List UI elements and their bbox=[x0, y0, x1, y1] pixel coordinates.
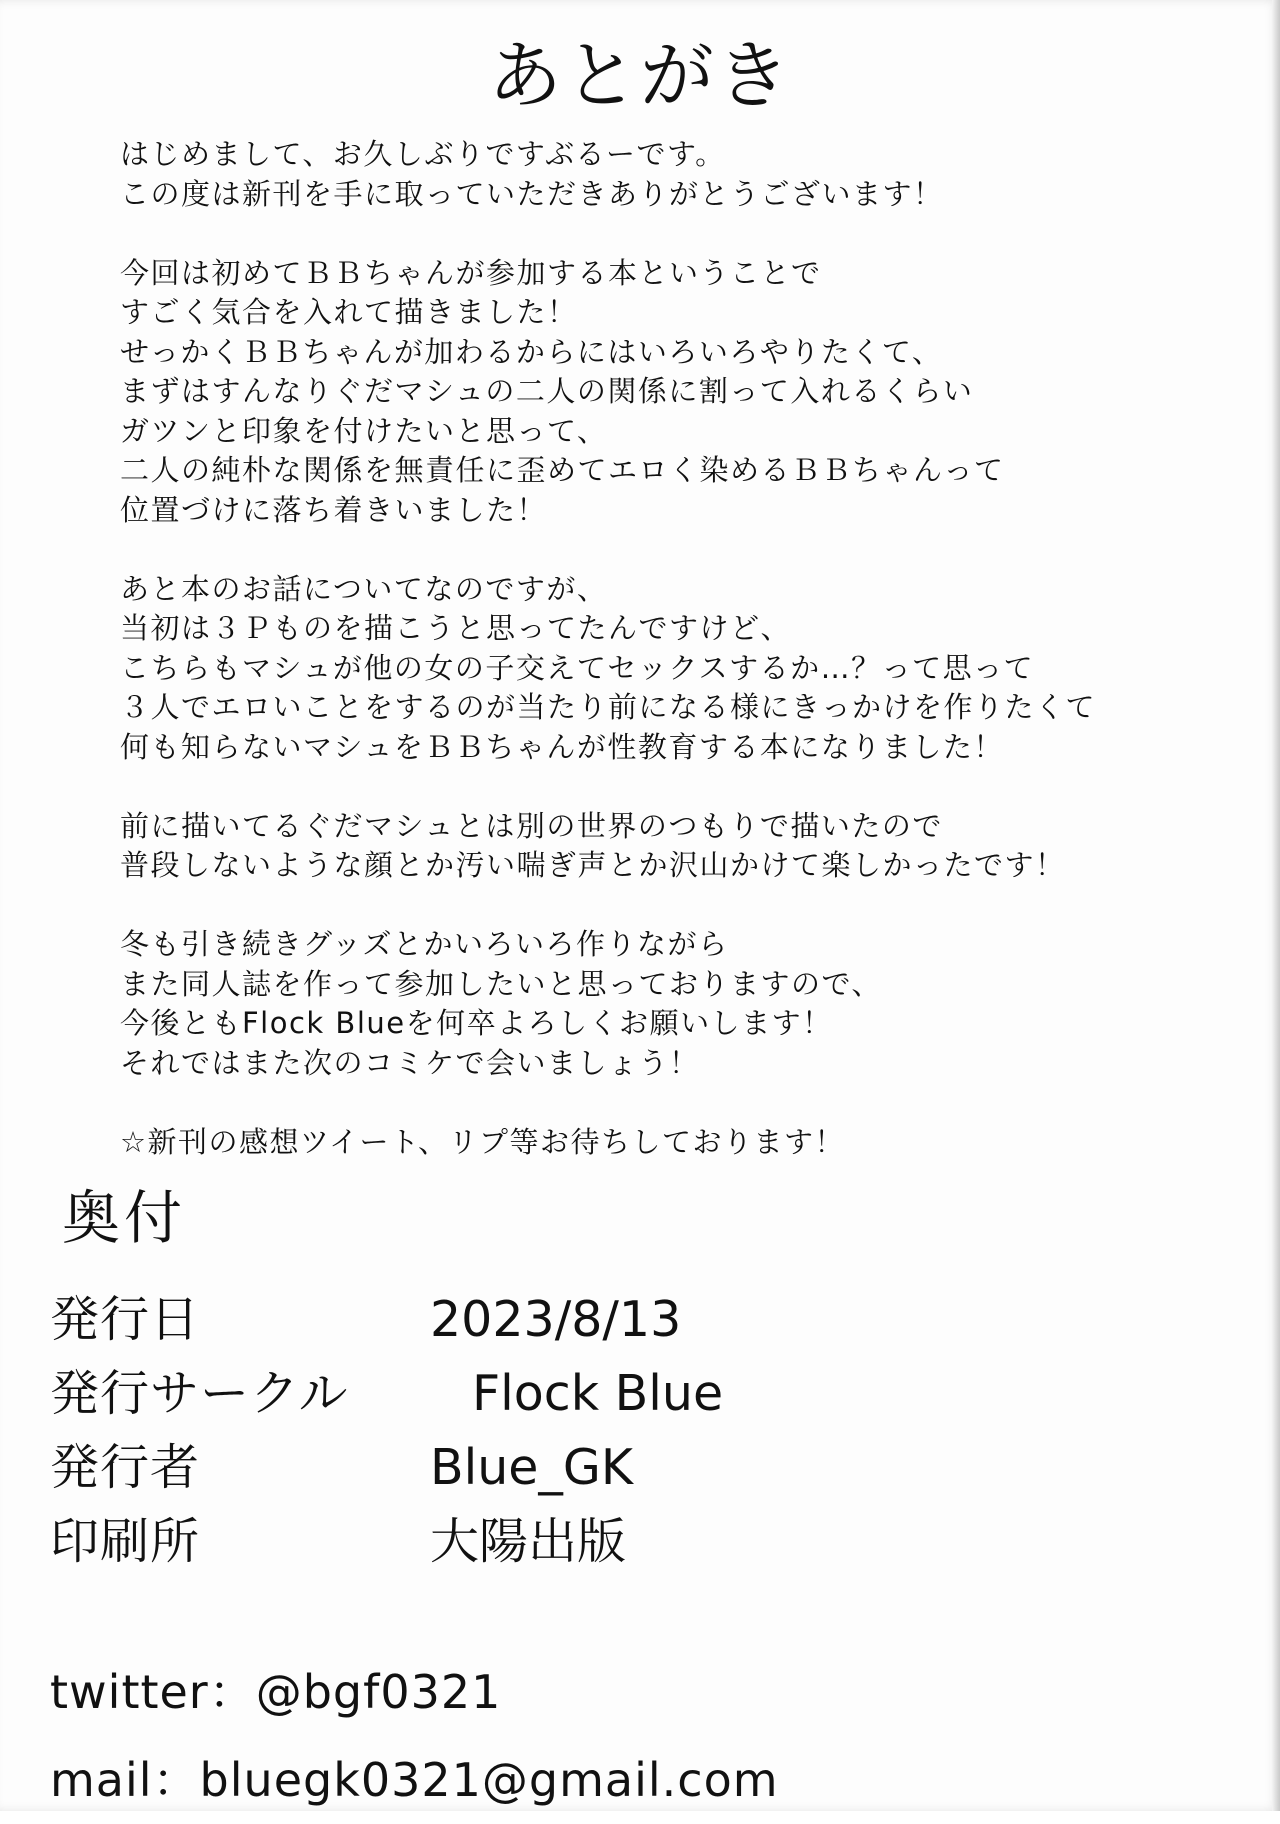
text-line: すごく気合を入れて描きました！ bbox=[120, 295, 578, 329]
colophon-heading: 奥付 bbox=[62, 1184, 187, 1252]
text-line: こちらもマシュが他の女の子交えてセックスするか…？って思って bbox=[120, 650, 1035, 685]
text-line: 二人の純朴な関係を無責任に歪めてエロく染めるＢＢちゃんって bbox=[120, 453, 1005, 487]
colophon-row-publisher bbox=[50, 1431, 1050, 1505]
afterword-body bbox=[120, 135, 1200, 1202]
text-line: 普段しないような顔とか汚い喘ぎ声とか沢山かけて楽しかったです！ bbox=[120, 848, 1066, 882]
colophon-value: 2023/8/13 bbox=[430, 1291, 682, 1348]
text-line: あと本のお話についてなのですが、 bbox=[120, 571, 608, 606]
afterword-paragraph bbox=[120, 570, 1200, 768]
text-line: 今回は初めてＢＢちゃんが参加する本ということで bbox=[120, 255, 822, 290]
text-line: また同人誌を作って参加したいと思っておりますので、 bbox=[120, 966, 882, 1001]
contact-info bbox=[50, 1648, 1150, 1824]
colophon-row-printer bbox=[50, 1505, 1050, 1579]
afterword-paragraph bbox=[120, 1123, 1200, 1163]
afterword-paragraph bbox=[120, 135, 1200, 214]
text-line: はじめまして、お久しぶりですぶるーです。 bbox=[120, 137, 726, 171]
afterword-paragraph bbox=[120, 254, 1200, 531]
afterword-paragraph bbox=[120, 925, 1200, 1083]
colophon-row-date bbox=[50, 1283, 1050, 1357]
text-line: 今後ともFlock Blueを何卒よろしくお願いします！ bbox=[120, 1006, 833, 1040]
twitter-handle: twitter：@bgf0321 bbox=[50, 1665, 502, 1719]
afterword-title: あとがき bbox=[488, 33, 792, 119]
colophon-table bbox=[50, 1283, 1050, 1579]
colophon-row-circle bbox=[50, 1357, 1050, 1431]
colophon-value: Blue_GK bbox=[430, 1439, 634, 1496]
afterword-paragraph bbox=[120, 807, 1200, 886]
text-line: 位置づけに落ち着きいました！ bbox=[120, 492, 548, 527]
text-line: 当初は３Ｐものを描こうと思ってたんですけど、 bbox=[120, 611, 792, 645]
colophon-label: 発行日 bbox=[50, 1291, 201, 1348]
text-line: ３人でエロいことをするのが当たり前になる様にきっかけを作りたくて bbox=[120, 690, 1097, 724]
colophon-label: 印刷所 bbox=[50, 1513, 201, 1570]
colophon-value: Flock Blue bbox=[472, 1365, 724, 1422]
text-line: せっかくＢＢちゃんが加わるからにはいろいろやりたくて、 bbox=[120, 334, 943, 369]
colophon-label: 発行サークル bbox=[50, 1365, 349, 1422]
text-line: それではまた次のコミケで会いましょう！ bbox=[120, 1045, 700, 1080]
text-line: ガツンと印象を付けたいと思って、 bbox=[120, 413, 608, 448]
page-edge-shadow bbox=[1272, 0, 1280, 1811]
text-line: まずはすんなりぐだマシュの二人の関係に割って入れるくらい bbox=[120, 374, 974, 408]
text-line: ☆新刊の感想ツイート、リプ等お待ちしております！ bbox=[120, 1124, 845, 1159]
colophon-label: 発行者 bbox=[50, 1439, 201, 1496]
text-line: 何も知らないマシュをＢＢちゃんが性教育する本になりました！ bbox=[120, 729, 1004, 764]
colophon-value: 大陽出版 bbox=[430, 1513, 627, 1570]
text-line: 冬も引き続きグッズとかいろいろ作りながら bbox=[120, 927, 729, 961]
text-line: 前に描いてるぐだマシュとは別の世界のつもりで描いたので bbox=[120, 808, 943, 843]
mail-address: mail：bluegk0321@gmail.com bbox=[50, 1753, 779, 1807]
text-line: この度は新刊を手に取っていただきありがとうございます！ bbox=[120, 176, 944, 211]
